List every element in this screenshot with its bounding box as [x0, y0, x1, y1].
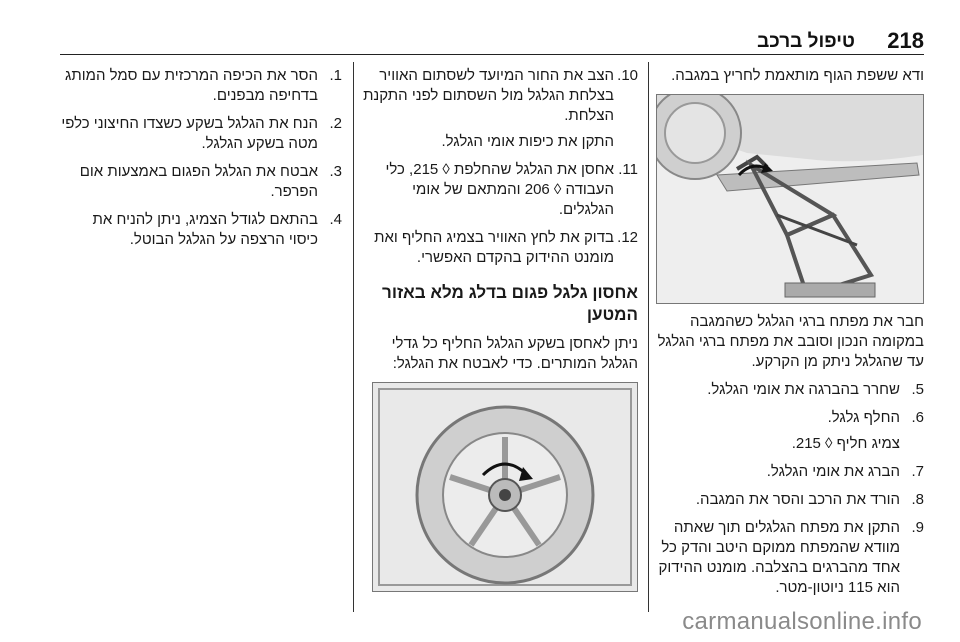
step-text: אחסן את הגלגל שהחלפת ◊ 215, כלי העבודה ◊ 206 והמתאם של אומי הגלגלים. [385, 161, 614, 218]
step-text: התקן את מפתח הגלגלים תוך שאתה מוודא שהמפתח ממוקם היטב והדק כל אחד מהברגים בהצלבה. מומנט ההידוק הוא 115 ניוטון-מטר. [658, 519, 900, 596]
spare-wheel-figure [372, 382, 638, 592]
jack-figure [656, 94, 924, 304]
page-number: 218 [887, 28, 924, 53]
step-number: 3. [329, 163, 342, 180]
step-text: הורד את הרכב והסר את המגבה. [695, 491, 900, 508]
step-text: אבטח את הגלגל הפגום באמצעות אום הפרפר. [79, 163, 318, 200]
step-9 [656, 518, 924, 598]
watermark: carmanualsonline.info [682, 608, 922, 635]
page-header [0, 0, 960, 56]
column-middle [362, 66, 638, 592]
spare-wheel-illustration [373, 383, 637, 591]
step-number: 2. [329, 115, 342, 132]
section-title: טיפול ברכב [757, 31, 855, 52]
step-number: 4. [329, 211, 342, 228]
step-2 [60, 114, 342, 154]
step-10 [362, 66, 638, 152]
step-5 [656, 380, 924, 400]
step-text: הברג את אומי הגלגל. [766, 463, 900, 480]
step-number: 12. [617, 229, 638, 246]
column-divider-right [648, 62, 649, 612]
step-number: 8. [911, 491, 924, 508]
step-6 [656, 408, 924, 454]
step-text: שחרר בהברגה את אומי הגלגל. [707, 381, 900, 398]
step-text: הנח את הגלגל בשקע כשצדו החיצוני כלפי מטה בשקע הגלגל. [61, 115, 318, 152]
section-subheading: אחסון גלגל פגום בדלג מלא באזור המטען [382, 283, 638, 324]
column-divider-left [353, 62, 354, 612]
step-text: הצב את החור המיועד לשסתום האוויר בצלחת הגלגל מול השסתום לפני התקנת הצלחת. [363, 67, 614, 124]
figure-caption: חבר את מפתח ברגי הגלגל כשהמגבה במקומה הנכון וסובב את מפתח ברגי הגלגל עד שהגלגל ניתק מן הקרקע. [657, 313, 924, 370]
section-paragraph: ניתן לאחסן בשקע הגלגל החליף כל גדלי הגלגל המותרים. כדי לאבטח את הגלגל: [391, 335, 638, 372]
step-text-wrapper [656, 408, 900, 454]
step-1 [60, 66, 342, 106]
step-number: 9. [911, 519, 924, 536]
step-number: 7. [911, 463, 924, 480]
car-jack-illustration [657, 95, 923, 303]
step-text: החלף גלגל. [827, 409, 900, 426]
step-text: בהתאם לגודל הצמיג, ניתן להניח את כיסוי הרצפה על הגלגל הבוטל. [92, 211, 318, 248]
step-text: הסר את הכיפה המרכזית עם סמל המותג בדחיפה מבפנים. [65, 67, 318, 104]
step-8 [656, 490, 924, 510]
intro-text: ודא ששפת הגוף מותאמת לחריץ במגבה. [671, 67, 924, 84]
header-rule [60, 54, 924, 55]
step-4 [60, 210, 342, 250]
step-number: 1. [329, 67, 342, 84]
step-number: 10. [617, 67, 638, 84]
step-text: בדוק את לחץ האוויר בצמיג החליף ואת מומנט ההידוק בהקדם האפשרי. [374, 229, 614, 266]
column-left [60, 66, 342, 258]
column-right [656, 66, 924, 606]
step-number: 11. [618, 161, 638, 178]
step-number: 5. [911, 381, 924, 398]
step-number: 6. [911, 409, 924, 426]
step-note: צמיג חליף ◊ 215. [791, 435, 900, 452]
step-7 [656, 462, 924, 482]
step-note: התקן את כיפות אומי הגלגל. [441, 133, 614, 150]
step-11 [362, 160, 638, 220]
step-12 [362, 228, 638, 268]
step-3 [60, 162, 342, 202]
step-text-wrapper [362, 66, 614, 152]
